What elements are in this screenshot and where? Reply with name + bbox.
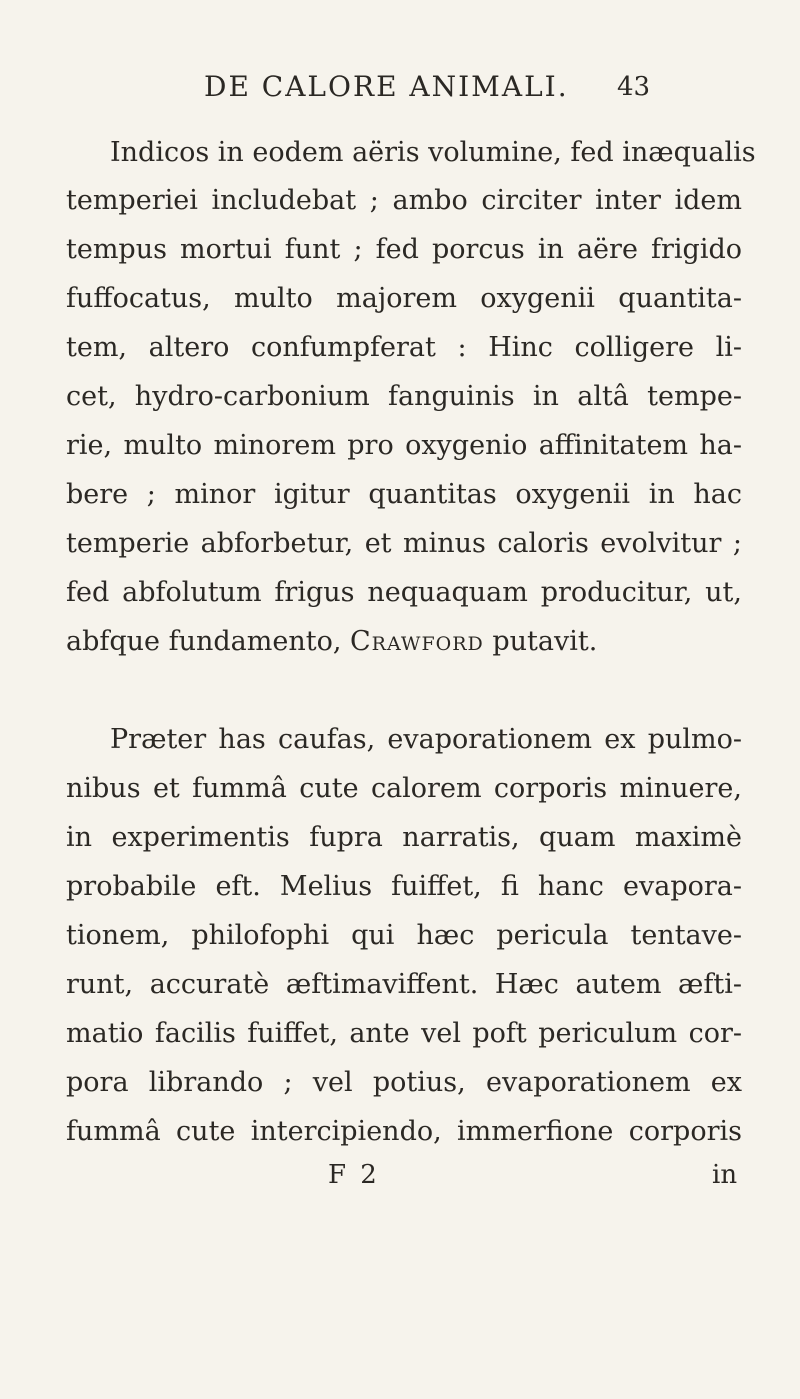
text-segment: putavit. <box>483 626 598 657</box>
text-line: tionem, philofophi qui hæc pericula tentave- <box>66 920 742 951</box>
text-line: tem, altero confumpferat : Hinc colligere li- <box>66 332 742 363</box>
text-segment: abfque fundamento, <box>66 626 351 657</box>
text-line: fed abfolutum frigus nequaquam producitur, ut, <box>66 577 742 608</box>
text-line: matio facilis fuiffet, ante vel poft periculum cor- <box>66 1018 742 1049</box>
page-header <box>0 70 800 110</box>
signature-mark: F 2 <box>328 1160 380 1190</box>
text-line: bere ; minor igitur quantitas oxygenii in hac <box>66 479 742 510</box>
page-footer <box>0 1160 800 1200</box>
text-line: temperie abforbetur, et minus caloris evolvitur ; <box>66 528 742 559</box>
text-line <box>66 625 742 659</box>
catchword: in <box>712 1160 738 1190</box>
text-line: runt, accuratè æftimaviffent. Hæc autem æfti- <box>66 969 742 1000</box>
text-line: nibus et fummâ cute calorem corporis minuere, <box>66 773 742 804</box>
page-number: 43 <box>617 72 651 102</box>
text-line: fummâ cute intercipiendo, immerfione corporis <box>66 1116 742 1147</box>
text-line: cet, hydro-carbonium fanguinis in altâ tempe- <box>66 381 742 412</box>
text-line: pora librando ; vel potius, evaporationem ex <box>66 1067 742 1098</box>
text-line: rie, multo minorem pro oxygenio affinitatem ha- <box>66 430 742 461</box>
text-line: Indicos in eodem aëris volumine, fed inæqualis <box>110 137 756 168</box>
text-line: in experimentis fupra narratis, quam maximè <box>66 822 742 853</box>
text-line: fuffocatus, multo majorem oxygenii quantita- <box>66 283 742 314</box>
author-name: Crawford <box>350 626 484 657</box>
text-line: temperiei includebat ; ambo circiter inter idem <box>66 185 742 216</box>
text-line: tempus mortui funt ; fed porcus in aëre frigido <box>66 234 742 265</box>
text-line: Præter has caufas, evaporationem ex pulmo- <box>110 724 742 755</box>
running-head: DE CALORE ANIMALI. <box>204 70 569 103</box>
text-line: probabile eft. Melius fuiffet, fi hanc evapora- <box>66 871 742 902</box>
